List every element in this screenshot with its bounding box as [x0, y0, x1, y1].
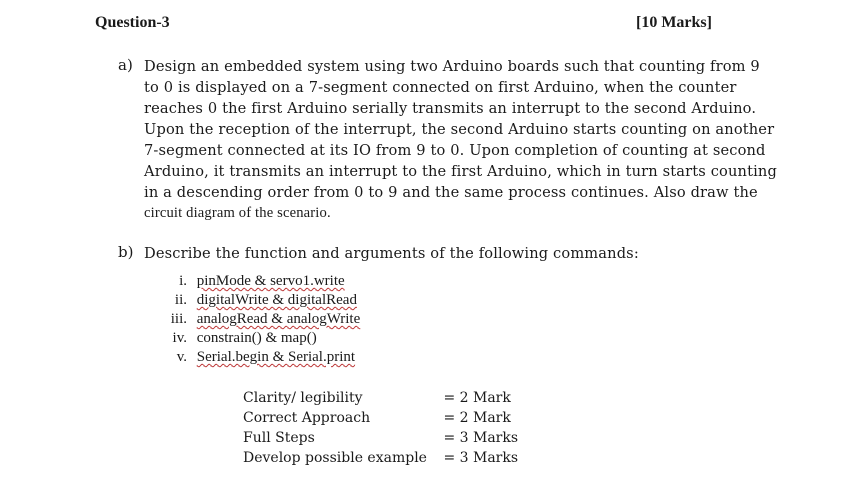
list-item-number: iii. [170, 311, 187, 327]
rubric-value: = 2 Mark [443, 410, 511, 426]
part-a-label: a) [118, 56, 133, 74]
list-item [149, 272, 360, 291]
part-a-line: in a descending order from 0 to 9 and the same process continues. Also draw the [144, 184, 758, 201]
part-a-line: 7-segment connected at its IO from 9 to 0. Upon completion of counting at second [144, 142, 766, 159]
part-a-line: Design an embedded system using two Arduino boards such that counting from 9 [144, 58, 760, 75]
part-b [118, 243, 639, 264]
part-b-label: b) [118, 243, 134, 261]
list-item [149, 348, 360, 367]
list-item-number: v. [176, 349, 187, 365]
list-item-text: Serial.begin & Serial.print [196, 349, 356, 365]
part-a-line: circuit diagram of the scenario. [144, 205, 331, 221]
rubric-value: = 2 Mark [443, 390, 511, 406]
question-title: Question-3 [95, 14, 170, 31]
list-item [149, 291, 360, 310]
rubric-value: = 3 Marks [443, 450, 519, 466]
list-item-text: constrain() & map() [196, 330, 317, 346]
list-item [149, 329, 360, 348]
list-item-text: digitalWrite & digitalRead [196, 292, 357, 308]
part-a-text [144, 56, 778, 224]
rubric-row [243, 408, 518, 428]
rubric-criterion: Full Steps [243, 430, 315, 446]
question-marks: [10 Marks] [636, 14, 712, 31]
part-a-line: reaches 0 the first Arduino serially transmits an interrupt to the second Arduino. [144, 100, 757, 117]
rubric-value: = 3 Marks [443, 430, 519, 446]
part-a-line: Upon the reception of the interrupt, the second Arduino starts counting on another [144, 121, 775, 138]
part-a-line: Arduino, it transmits an interrupt to the first Arduino, which in turn starts counting [144, 163, 777, 180]
list-item-number: ii. [174, 292, 187, 308]
part-a-line: to 0 is displayed on a 7-segment connected on first Arduino, when the counter [144, 79, 737, 96]
marking-rubric [243, 388, 518, 468]
rubric-criterion: Correct Approach [243, 410, 371, 426]
rubric-criterion: Develop possible example [243, 450, 427, 466]
list-item-text: pinMode & servo1.write [196, 273, 345, 289]
list-item-number: iv. [172, 330, 187, 346]
list-item-number: i. [179, 273, 187, 289]
part-a [118, 56, 778, 224]
list-item [149, 310, 360, 329]
rubric-row [243, 428, 518, 448]
part-b-prompt: Describe the function and arguments of the following commands: [144, 245, 639, 262]
rubric-row [243, 388, 518, 408]
rubric-criterion: Clarity/ legibility [243, 390, 363, 406]
list-item-text: analogRead & analogWrite [196, 311, 361, 327]
rubric-row [243, 448, 518, 468]
command-list [149, 272, 360, 367]
